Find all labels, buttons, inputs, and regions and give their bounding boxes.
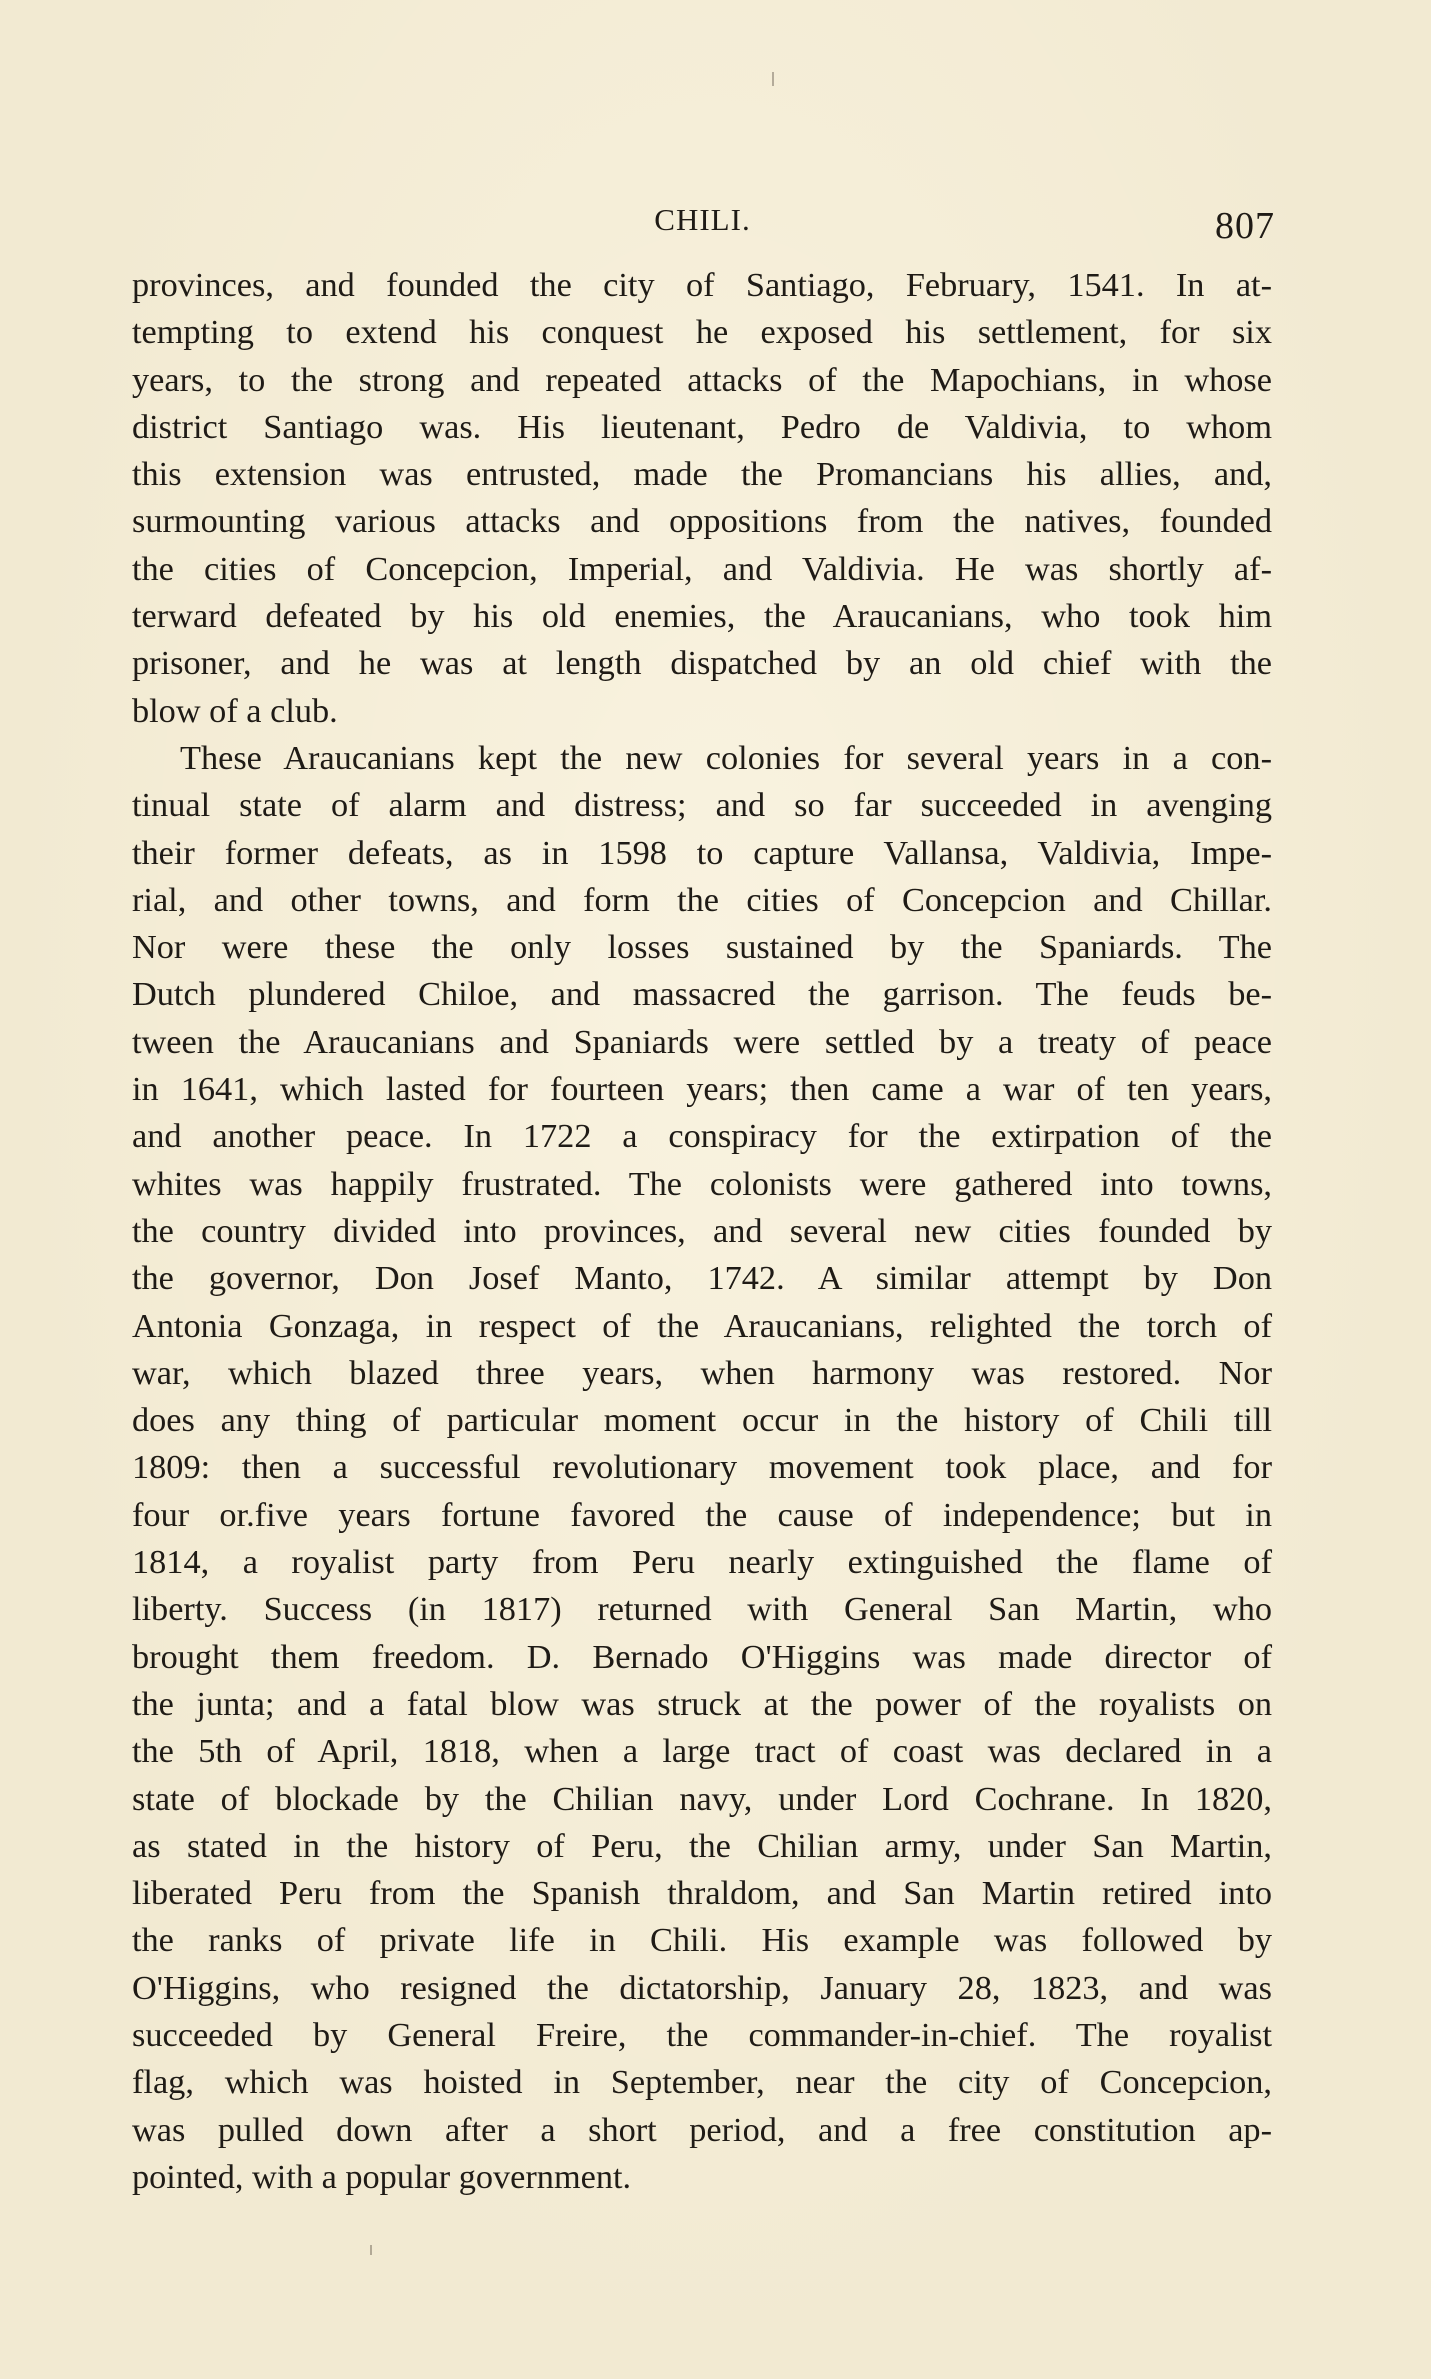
text-line: provinces, and founded the city of Santiago, February, 1541. In at-: [132, 266, 1272, 304]
text-line: terward defeated by his old enemies, the Araucanians, who took him: [132, 597, 1272, 636]
text-line: rial, and other towns, and form the cities of Concepcion and Chillar.: [132, 880, 1272, 919]
text-line: liberated Peru from the Spanish thraldom, and San Martin retired into: [132, 1874, 1272, 1913]
text-line: prisoner, and he was at length dispatched by an old chief with the: [132, 644, 1272, 683]
text-line: the ranks of private life in Chili. His example was followed by: [132, 1921, 1272, 1960]
running-title: CHILI.: [654, 202, 751, 237]
text-line: flag, which was hoisted in September, near the city of Concepcion,: [132, 2063, 1272, 2102]
text-line: four or.five years fortune favored the cause of independence; but in: [132, 1495, 1272, 1534]
text-line: was pulled down after a short period, and a free constitution ap-: [132, 2110, 1272, 2149]
text-line: years, to the strong and repeated attacks of the Mapochians, in whose: [132, 360, 1272, 399]
text-line: war, which blazed three years, when harmony was restored. Nor: [132, 1353, 1272, 1392]
text-line: as stated in the history of Peru, the Chilian army, under San Martin,: [132, 1826, 1272, 1865]
text-line: Dutch plundered Chiloe, and massacred the garrison. The feuds be-: [132, 975, 1272, 1014]
text-line: brought them freedom. D. Bernado O'Higgins was made director of: [132, 1637, 1272, 1676]
text-line: succeeded by General Freire, the commander-in-chief. The royalist: [132, 2015, 1272, 2054]
page-speck: [772, 72, 774, 86]
text-line: the cities of Concepcion, Imperial, and Valdivia. He was shortly af-: [132, 549, 1272, 588]
text-line: blow of a club.: [132, 691, 338, 730]
text-line: whites was happily frustrated. The colonists were gathered into towns,: [132, 1164, 1272, 1203]
text-line: in 1641, which lasted for fourteen years; then came a war of ten years,: [132, 1070, 1272, 1109]
text-line: Nor were these the only losses sustained by the Spaniards. The: [132, 928, 1272, 967]
text-line: tween the Araucanians and Spaniards were settled by a treaty of peace: [132, 1022, 1272, 1061]
text-line: and another peace. In 1722 a conspiracy for the extirpation of the: [132, 1117, 1272, 1156]
text-line: their former defeats, as in 1598 to capture Vallansa, Valdivia, Impe-: [132, 833, 1272, 872]
body-text: [132, 262, 1272, 2201]
text-line: 1814, a royalist party from Peru nearly extinguished the flame of: [132, 1543, 1272, 1582]
text-line: These Araucanians kept the new colonies for several years in a con-: [180, 738, 1272, 777]
text-line: the 5th of April, 1818, when a large tract of coast was declared in a: [132, 1732, 1272, 1771]
text-line: 1809: then a successful revolutionary movement took place, and for: [132, 1448, 1272, 1487]
page-header: [130, 196, 1275, 256]
text-line: surmounting various attacks and oppositions from the natives, founded: [132, 502, 1272, 541]
text-line: the junta; and a fatal blow was struck at the power of the royalists on: [132, 1684, 1272, 1723]
text-line: state of blockade by the Chilian navy, under Lord Cochrane. In 1820,: [132, 1779, 1272, 1818]
page-speck: [370, 2245, 372, 2255]
text-line: tinual state of alarm and distress; and so far succeeded in avenging: [132, 786, 1272, 825]
text-line: Antonia Gonzaga, in respect of the Araucanians, relighted the torch of: [132, 1306, 1272, 1345]
text-line: O'Higgins, who resigned the dictatorship, January 28, 1823, and was: [132, 1968, 1272, 2007]
text-line: district Santiago was. His lieutenant, Pedro de Valdivia, to whom: [132, 407, 1272, 446]
text-line: tempting to extend his conquest he exposed his settlement, for six: [132, 313, 1272, 352]
text-line: the country divided into provinces, and several new cities founded by: [132, 1211, 1272, 1250]
text-line: pointed, with a popular government.: [132, 2157, 632, 2196]
text-line: liberty. Success (in 1817) returned with General San Martin, who: [132, 1590, 1272, 1629]
page-number: 807: [1215, 205, 1275, 247]
text-line: this extension was entrusted, made the Promancians his allies, and,: [132, 455, 1272, 494]
text-line: does any thing of particular moment occur in the history of Chili till: [132, 1401, 1272, 1440]
text-line: the governor, Don Josef Manto, 1742. A similar attempt by Don: [132, 1259, 1272, 1298]
